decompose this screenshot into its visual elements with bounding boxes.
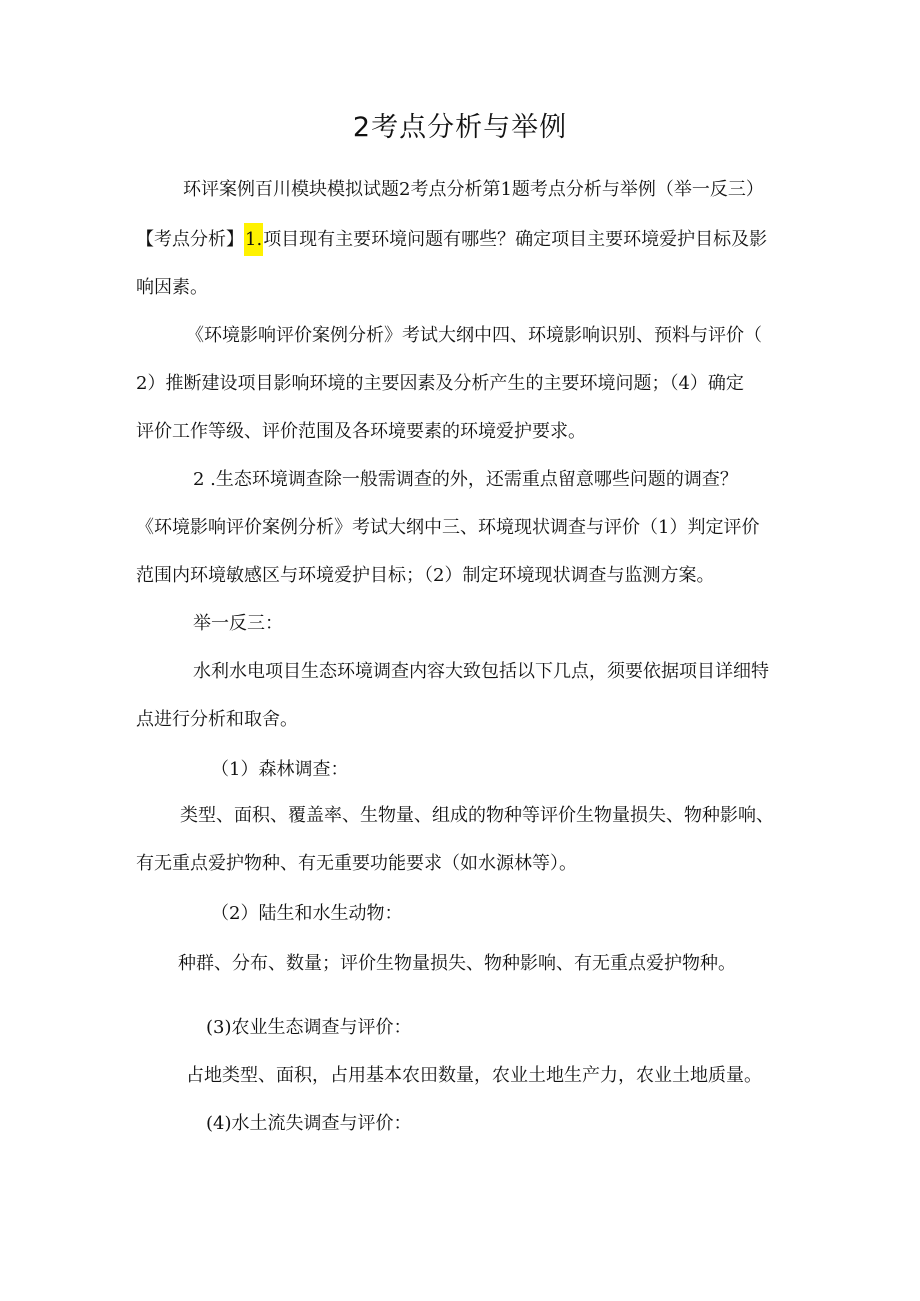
outline1-line-3: 评价工作等级、评价范围及各环境要素的环境爱护要求。 xyxy=(136,421,586,442)
item-3-line-1: 占地类型、面积，占用基本农田数量，农业土地生产力，农业土地质量。 xyxy=(186,1065,762,1086)
item-4-heading: (4)水土流失调查与评价： xyxy=(206,1113,412,1134)
item-3-heading: (3)农业生态调查与评价： xyxy=(206,1017,412,1038)
item-2-line-1: 种群、分布、数量；评价生物量损失、物种影响、有无重点爱护物种。 xyxy=(178,953,736,974)
item-1-heading: （1）森林调查： xyxy=(211,759,349,780)
page-title: 2考点分析与举例 xyxy=(352,112,568,143)
example-intro-line-2: 点进行分析和取舍。 xyxy=(136,709,298,730)
item-1-line-2: 有无重点爱护物种、有无重要功能要求（如水源林等）。 xyxy=(136,853,577,874)
item-2-heading: （2）陆生和水生动物： xyxy=(211,903,403,924)
item-1-line-1: 类型、面积、覆盖率、生物量、组成的物种等评价生物量损失、物种影响、 xyxy=(180,805,774,826)
intro-line: 环评案例百川模块模拟试题2考点分析第1题考点分析与举例（举一反三） xyxy=(183,179,764,200)
q2-line-3: 范围内环境敏感区与环境爱护目标；（2）制定环境现状调查与监测方案。 xyxy=(136,565,715,586)
outline1-line-1: 《环境影响评价案例分析》考试大纲中四、环境影响识别、预料与评价（ xyxy=(186,325,762,346)
q2-line-1: 2 .生态环境调查除一般需调查的外，还需重点留意哪些问题的调查？ xyxy=(193,469,738,490)
outline1-line-2: 2）推断建设项目影响环境的主要因素及分析产生的主要环境问题；（4）确定 xyxy=(136,373,744,394)
example-heading: 举一反三： xyxy=(193,613,283,634)
q1-line-1 xyxy=(136,228,767,252)
q1-text-1: 项目现有主要环境问题有哪些？确定项目主要环境爱护目标及影 xyxy=(263,229,768,250)
q2-line-2: 《环境影响评价案例分析》考试大纲中三、环境现状调查与评价（1）判定评价 xyxy=(136,517,760,538)
example-intro-line-1: 水利水电项目生态环境调查内容大致包括以下几点，须要依据项目详细特 xyxy=(193,661,769,682)
q1-prefix: 【考点分析】 xyxy=(136,229,244,250)
q1-number-highlight: 1. xyxy=(244,223,263,256)
q1-line-2: 响因素。 xyxy=(136,277,208,298)
